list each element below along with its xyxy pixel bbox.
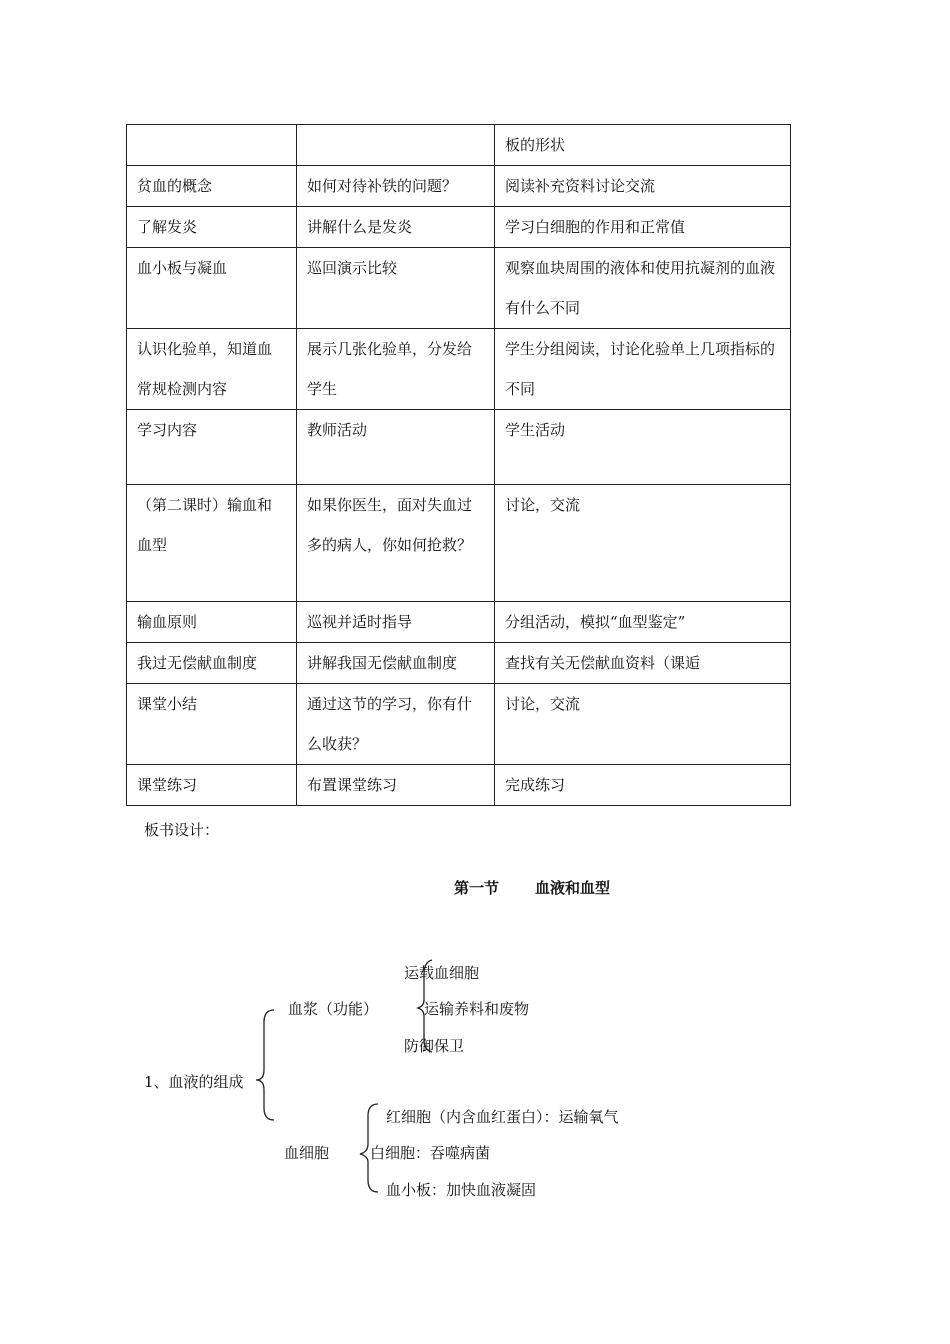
table-cell (297, 125, 495, 166)
cells-label: 血细胞 (284, 1144, 330, 1162)
table-cell: 分组活动，模拟“血型鉴定” (495, 602, 791, 643)
table-cell: （第二课时）输血和血型 (127, 485, 297, 602)
table-cell: 完成练习 (495, 765, 791, 806)
table-cell: 观察血块周围的液体和使用抗凝剂的血液有什么不同 (495, 248, 791, 329)
table-cell: 学生分组阅读，讨论化验单上几项指标的不同 (495, 329, 791, 410)
table-cell: 巡视并适时指导 (297, 602, 495, 643)
section-number: 第一节 (454, 879, 500, 897)
table-cell: 学习白细胞的作用和正常值 (495, 207, 791, 248)
table-row (127, 684, 791, 765)
table-row (127, 765, 791, 806)
plasma-item: 运输养料和废物 (424, 1000, 530, 1018)
table-cell: 查找有关无偿献血资料（课逅 (495, 643, 791, 684)
table-cell: 血小板与凝血 (127, 248, 297, 329)
root-brace-icon (256, 1010, 274, 1120)
table-cell: 教师活动 (297, 410, 495, 485)
table-cell: 如果你医生，面对失血过多的病人，你如何抢救？ (297, 485, 495, 602)
outline-root: 1、血液的组成 (144, 1073, 244, 1091)
plasma-item: 防御保卫 (404, 1037, 465, 1055)
table-cell: 板的形状 (495, 125, 791, 166)
table-row (127, 329, 791, 410)
cell-item: 血小板：加快血液凝固 (386, 1181, 537, 1199)
table-row (127, 643, 791, 684)
table-cell: 展示几张化验单，分发给学生 (297, 329, 495, 410)
table-cell: 认识化验单，知道血常规检测内容 (127, 329, 297, 410)
table-cell: 了解发炎 (127, 207, 297, 248)
plasma-item: 运载血细胞 (404, 964, 480, 982)
table-cell: 如何对待补铁的问题？ (297, 166, 495, 207)
table-row (127, 485, 791, 602)
table-row (127, 166, 791, 207)
table-cell: 巡回演示比较 (297, 248, 495, 329)
table-cell: 学生活动 (495, 410, 791, 485)
table-cell: 课堂练习 (127, 765, 297, 806)
table-row (127, 602, 791, 643)
table-cell: 学习内容 (127, 410, 297, 485)
cell-item: 白细胞：吞噬病菌 (370, 1144, 491, 1162)
plasma-label: 血浆（功能） (288, 1000, 379, 1018)
table-cell: 讨论，交流 (495, 485, 791, 602)
section-title (454, 878, 610, 898)
table-cell (127, 125, 297, 166)
table-cell: 讨论，交流 (495, 684, 791, 765)
table-row (127, 207, 791, 248)
table-cell: 贫血的概念 (127, 166, 297, 207)
table-cell: 讲解什么是发炎 (297, 207, 495, 248)
board-design-label: 板书设计： (144, 821, 220, 839)
lesson-plan-table (126, 124, 791, 806)
table-cell: 输血原则 (127, 602, 297, 643)
table-row (127, 248, 791, 329)
table-cell: 讲解我国无偿献血制度 (297, 643, 495, 684)
table-cell: 课堂小结 (127, 684, 297, 765)
table-cell: 阅读补充资料讨论交流 (495, 166, 791, 207)
table-cell: 通过这节的学习，你有什么收获？ (297, 684, 495, 765)
table-row (127, 125, 791, 166)
section-name: 血液和血型 (535, 879, 611, 897)
table-cell: 我过无偿献血制度 (127, 643, 297, 684)
table-cell: 布置课堂练习 (297, 765, 495, 806)
table-row (127, 410, 791, 485)
cell-item: 红细胞（内含血红蛋白）：运输氧气 (386, 1108, 619, 1126)
